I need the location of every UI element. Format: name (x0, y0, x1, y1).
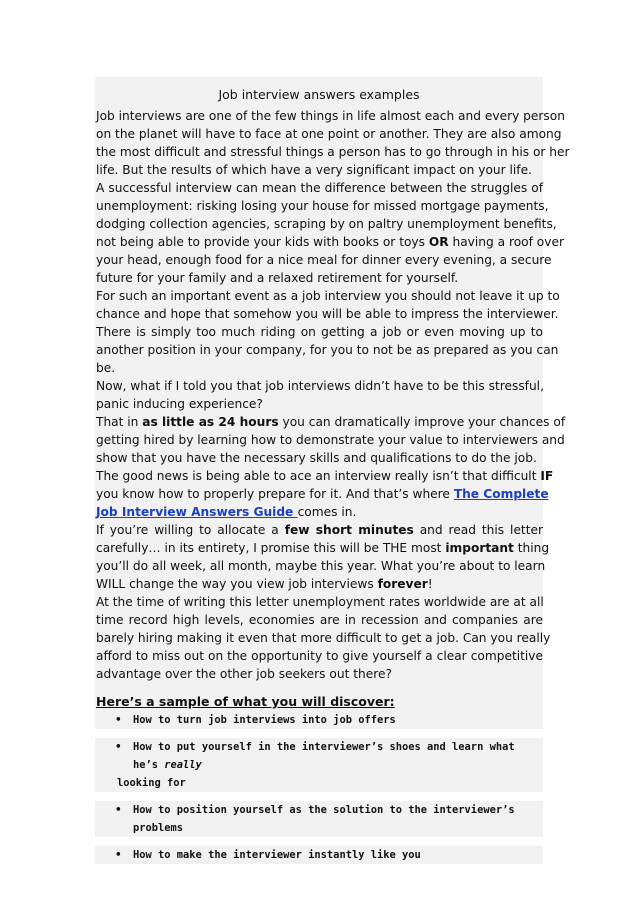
text-run: and read this letter (413, 523, 544, 537)
text-run: carefully… in its entirety, I promise this will be THE most (96, 541, 446, 555)
emphasis-or: OR (428, 235, 449, 249)
bullet-icon: • (115, 714, 122, 726)
text-line: future for your family and a relaxed retirement for yourself. (95, 269, 543, 287)
list-item (95, 801, 543, 837)
list-heading: Here’s a sample of what you will discover: (95, 693, 543, 711)
text-line (95, 503, 543, 521)
paragraph-3 (95, 287, 560, 377)
text-line: you’ll do all week, all month, maybe this year. What you’re about to learn (96, 559, 546, 573)
bullet-icon: • (115, 849, 122, 861)
text-run: If you’re willing to allocate a (96, 523, 285, 537)
text-run: you can dramatically improve your chances of (278, 415, 566, 429)
text-line (95, 539, 550, 557)
text-line: another position in your company, for you to not be as prepared as you can (96, 343, 559, 357)
emphasis-24-hours: as little as 24 hours (142, 415, 279, 429)
text-line: time record high levels, economies are in recession and companies are (96, 613, 543, 627)
text-line: afford to miss out on the opportunity to give yourself a clear competitive (96, 649, 543, 663)
text-line (95, 413, 566, 431)
list-item-emphasis: really (164, 759, 202, 771)
text-run: not being able to provide your kids with books or toys (96, 235, 429, 249)
list-item-text: How to put yourself in the interviewer’s shoes and learn what he’s (133, 741, 515, 771)
paragraph-5 (95, 413, 566, 467)
text-run: The good news is being able to ace an interview really isn’t that difficult (96, 469, 541, 483)
text-line: A successful interview can mean the difference between the struggles of (96, 181, 543, 195)
bullet-icon: • (115, 804, 122, 816)
paragraph-1 (95, 107, 570, 179)
text-line: Job interviews are one of the few things in life almost each and every person (96, 109, 565, 123)
text-line (95, 233, 564, 251)
list-item-text: How to make the interviewer instantly like you (133, 849, 421, 861)
text-line: life. But the results of which have a very significant impact on your life. (95, 161, 543, 179)
text-line: dodging collection agencies, scraping by on paltry unemployment benefits, (96, 217, 557, 231)
text-line: getting hired by learning how to demonstrate your value to interviewers and (96, 433, 565, 447)
text-line: advantage over the other job seekers out there? (95, 665, 543, 683)
text-line: be. (95, 359, 543, 377)
paragraph-8 (95, 593, 551, 683)
text-line (95, 521, 543, 539)
list-item-text: looking for (117, 777, 186, 789)
text-line: At the time of writing this letter unemployment rates worldwide are at all (96, 595, 544, 609)
text-run: comes in. (297, 505, 357, 519)
text-line: on the planet will have to face at one point or another. They are also among (96, 127, 562, 141)
text-line: show that you have the necessary skills and qualifications to do the job. (95, 449, 543, 467)
paragraph-4 (95, 377, 543, 413)
text-run: That in (96, 415, 143, 429)
text-line: Now, what if I told you that job interviews didn’t have to be this stressful, (96, 379, 544, 393)
guide-link[interactable]: Job Interview Answers Guide (96, 505, 298, 519)
text-line: panic inducing experience? (95, 395, 543, 413)
document-page (95, 77, 570, 864)
discover-list (95, 711, 543, 864)
list-item (95, 711, 543, 729)
text-run: you know how to properly prepare for it. And that’s where (96, 487, 454, 501)
text-line (95, 575, 543, 593)
text-line: For such an important event as a job interview you should not leave it up to (96, 289, 560, 303)
list-item (95, 846, 543, 864)
text-line: There is simply too much riding on getting a job or even moving up to (96, 325, 543, 339)
spacer (95, 683, 543, 693)
text-line (95, 485, 549, 503)
page-title: Job interview answers examples (95, 77, 543, 107)
text-line: the most difficult and stressful things a person has to go through in his or her (96, 145, 570, 159)
list-item (95, 738, 543, 792)
document-body (95, 107, 570, 864)
list-item-text: How to turn job interviews into job offers (133, 714, 396, 726)
bullet-icon: • (115, 741, 122, 753)
emphasis-important: important (445, 541, 514, 555)
paragraph-6 (95, 467, 554, 521)
text-run: WILL change the way you view job interviews (96, 577, 378, 591)
list-item-text: How to position yourself as the solution to the interviewer’s problems (133, 804, 515, 834)
guide-link[interactable]: The Complete (453, 487, 549, 501)
text-line: chance and hope that somehow you will be able to impress the interviewer. (96, 307, 559, 321)
emphasis-forever: forever (377, 577, 428, 591)
paragraph-2 (95, 179, 564, 287)
text-line (95, 467, 554, 485)
text-line: barely hiring making it even that more difficult to get a job. Can you really (96, 631, 551, 645)
text-run: ! (427, 577, 433, 591)
text-line: your head, enough food for a nice meal for dinner every evening, a secure (96, 253, 552, 267)
emphasis-few-short-minutes: few short minutes (284, 523, 414, 537)
paragraph-7 (95, 521, 550, 593)
text-line: unemployment: risking losing your house for missed mortgage payments, (96, 199, 549, 213)
text-run: thing (513, 541, 550, 555)
emphasis-if: IF (540, 469, 554, 483)
text-run: having a roof over (448, 235, 564, 249)
